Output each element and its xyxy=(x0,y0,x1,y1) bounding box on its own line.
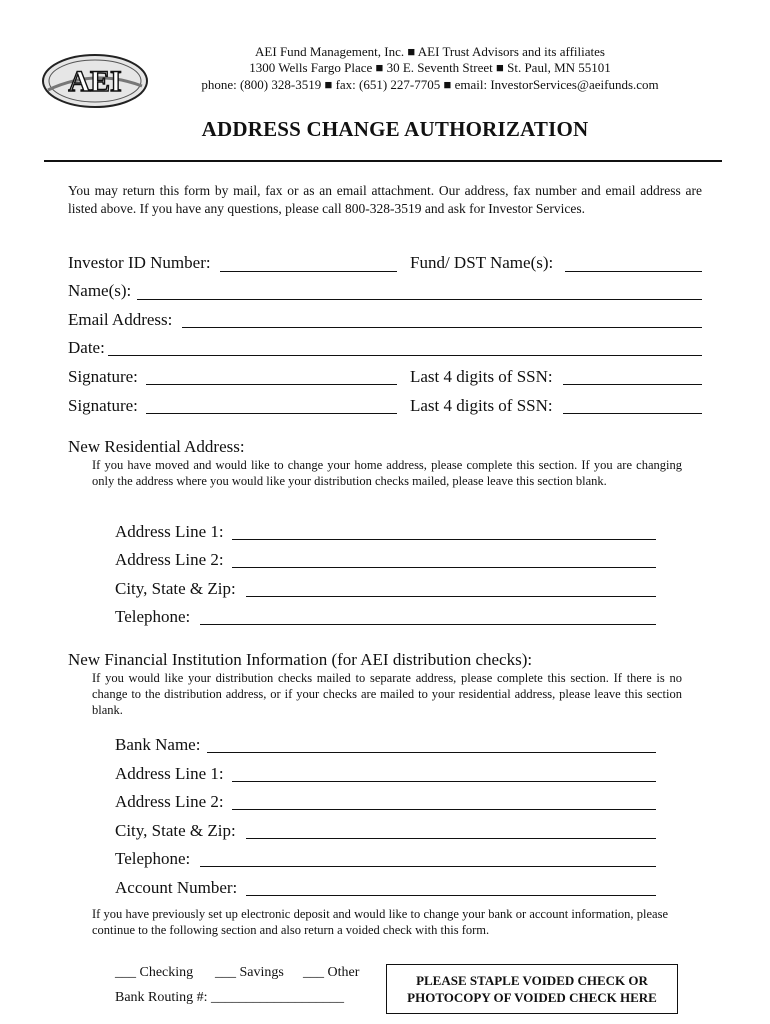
financial-note: If you would like your distribution checks mailed to separate address, please complete this section. If there is no change to the distribution address, or if your checks are mailed to your residential address, please leave this section blank. xyxy=(92,671,682,717)
aei-logo xyxy=(40,50,150,110)
bank-city-field[interactable] xyxy=(246,838,656,839)
bank-address2-field[interactable] xyxy=(232,809,656,810)
signature2-field[interactable] xyxy=(146,413,397,414)
res-city-field[interactable] xyxy=(246,596,656,597)
res-address1-field[interactable] xyxy=(232,539,656,540)
residential-heading: New Residential Address: xyxy=(68,437,245,456)
financial-heading: New Financial Institution Information (for AEI distribution checks): xyxy=(68,650,533,669)
intro-paragraph: You may return this form by mail, fax or as an email attachment. Our address, fax number and email address are listed above. If you have any questions, please call 800-328-3519 and ask for Investor Services. xyxy=(68,183,702,216)
account-number-field[interactable] xyxy=(246,895,656,896)
savings-option[interactable]: ___ Savings xyxy=(215,965,284,980)
res-address1-label: Address Line 1: xyxy=(115,522,224,541)
bank-name-label: Bank Name: xyxy=(115,735,201,754)
routing-number-field[interactable]: Bank Routing #: ___________________ xyxy=(115,990,345,1005)
deposit-note: If you have previously set up electronic deposit and would like to change your bank or account information, please continue to the following section and also return a voided check with this form. xyxy=(92,907,668,937)
bank-name-field[interactable] xyxy=(207,752,656,753)
date-label: Date: xyxy=(68,338,105,357)
date-field[interactable] xyxy=(108,355,702,356)
res-address2-field[interactable] xyxy=(232,567,656,568)
bank-city-label: City, State & Zip: xyxy=(115,821,236,840)
company-address: 1300 Wells Fargo Place ■ 30 E. Seventh Street ■ St. Paul, MN 55101 xyxy=(249,60,611,75)
investor-id-field[interactable] xyxy=(220,271,397,272)
signature1-label: Signature: xyxy=(68,367,138,386)
res-telephone-field[interactable] xyxy=(200,624,656,625)
form-title: ADDRESS CHANGE AUTHORIZATION xyxy=(201,117,589,141)
email-label: Email Address: xyxy=(68,310,173,329)
other-option[interactable]: ___ Other xyxy=(303,965,360,980)
bank-address2-label: Address Line 2: xyxy=(115,792,224,811)
ssn1-field[interactable] xyxy=(563,384,702,385)
names-field[interactable] xyxy=(137,299,702,300)
res-address2-label: Address Line 2: xyxy=(115,550,224,569)
res-city-label: City, State & Zip: xyxy=(115,579,236,598)
signature1-field[interactable] xyxy=(146,384,397,385)
logo-text: AEI xyxy=(68,65,122,98)
residential-note: If you have moved and would like to change your home address, please complete this section. If you are changing only the address where you would like your distribution checks mailed, please leave this section blank. xyxy=(92,458,682,488)
ssn1-label: Last 4 digits of SSN: xyxy=(410,367,553,386)
email-field[interactable] xyxy=(182,327,702,328)
bank-address1-label: Address Line 1: xyxy=(115,764,224,783)
investor-id-label: Investor ID Number: xyxy=(68,253,211,272)
bank-telephone-label: Telephone: xyxy=(115,849,191,868)
res-telephone-label: Telephone: xyxy=(115,607,191,626)
bank-telephone-field[interactable] xyxy=(200,866,656,867)
title-divider xyxy=(44,160,722,162)
bank-address1-field[interactable] xyxy=(232,781,656,782)
ssn2-field[interactable] xyxy=(563,413,702,414)
staple-line-2: PHOTOCOPY OF VOIDED CHECK HERE xyxy=(407,990,657,1005)
ssn2-label: Last 4 digits of SSN: xyxy=(410,396,553,415)
account-number-label: Account Number: xyxy=(115,878,238,897)
fund-name-label: Fund/ DST Name(s): xyxy=(410,253,554,272)
checking-option[interactable]: ___ Checking xyxy=(115,965,194,980)
staple-check-box xyxy=(386,964,678,1014)
company-line: AEI Fund Management, Inc. ■ AEI Trust Advisors and its affiliates xyxy=(255,44,605,59)
signature2-label: Signature: xyxy=(68,396,138,415)
company-contact: phone: (800) 328-3519 ■ fax: (651) 227-7705 ■ email: InvestorServices@aeifunds.com xyxy=(201,77,659,92)
names-label: Name(s): xyxy=(68,281,132,300)
fund-name-field[interactable] xyxy=(565,271,702,272)
staple-line-1: PLEASE STAPLE VOIDED CHECK OR xyxy=(416,973,648,988)
